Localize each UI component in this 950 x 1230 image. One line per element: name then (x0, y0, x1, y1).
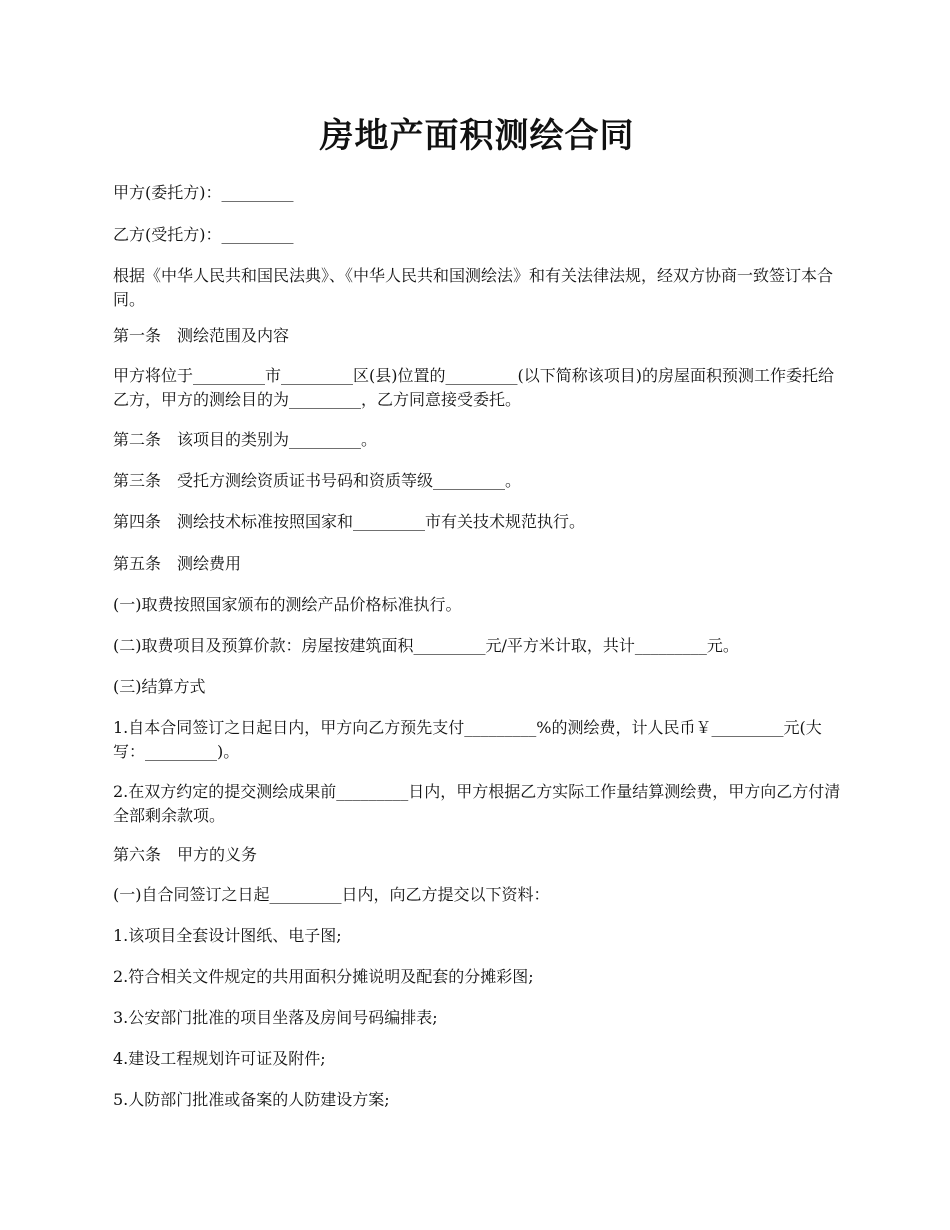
party-b-line: 乙方(受托方)：_________ (113, 225, 294, 244)
article-3: 第三条 受托方测绘资质证书号码和资质等级_________。 (113, 471, 522, 490)
article-5-heading: 第五条 测绘费用 (113, 554, 242, 573)
article-1-body: 甲方将位于_________市_________区(县)位置的_________(以下简称该项目)的房屋面积预测工作委托给乙方，甲方的测绘目的为_________，乙方同意接受委托。 (113, 366, 834, 409)
settlement-clause-2: 2.在双方约定的提交测绘成果前_________日内，甲方根据乙方实际工作量结算测绘费，甲方向乙方付清全部剩余款项。 (113, 782, 841, 825)
article-1-heading: 第一条 测绘范围及内容 (113, 326, 290, 345)
materials-item-4: 4.建设工程规划许可证及附件; (113, 1049, 326, 1068)
article-2: 第二条 该项目的类别为_________。 (113, 430, 378, 449)
party-a-line: 甲方(委托方)：_________ (113, 183, 294, 202)
article-5-item-1: (一)取费按照国家颁布的测绘产品价格标准执行。 (113, 595, 462, 614)
preamble-paragraph: 根据《中华人民共和国民法典》、《中华人民共和国测绘法》和有关法律法规，经双方协商一致签订本合同。 (113, 266, 834, 309)
article-4: 第四条 测绘技术标准按照国家和_________市有关技术规范执行。 (113, 512, 586, 531)
article-5-item-2: (二)取费项目及预算价款：房屋按建筑面积_________元/平方米计取，共计_________元。 (113, 636, 739, 655)
article-6-heading: 第六条 甲方的义务 (113, 845, 258, 864)
settlement-clause-1: 1.自本合同签订之日起日内，甲方向乙方预先支付_________%的测绘费，计人民币￥_________元(大写：_________)。 (113, 718, 822, 761)
materials-item-2: 2.符合相关文件规定的共用面积分摊说明及配套的分摊彩图; (113, 967, 534, 986)
article-5-item-3: (三)结算方式 (113, 677, 206, 696)
materials-item-3: 3.公安部门批准的项目坐落及房间号码编排表; (113, 1008, 438, 1027)
materials-item-5: 5.人防部门批准或备案的人防建设方案; (113, 1090, 390, 1109)
document-title: 房地产面积测绘合同 (319, 116, 635, 156)
article-6-item-1: (一)自合同签订之日起_________日内，向乙方提交以下资料： (113, 885, 550, 904)
materials-item-1: 1.该项目全套设计图纸、电子图; (113, 926, 342, 945)
